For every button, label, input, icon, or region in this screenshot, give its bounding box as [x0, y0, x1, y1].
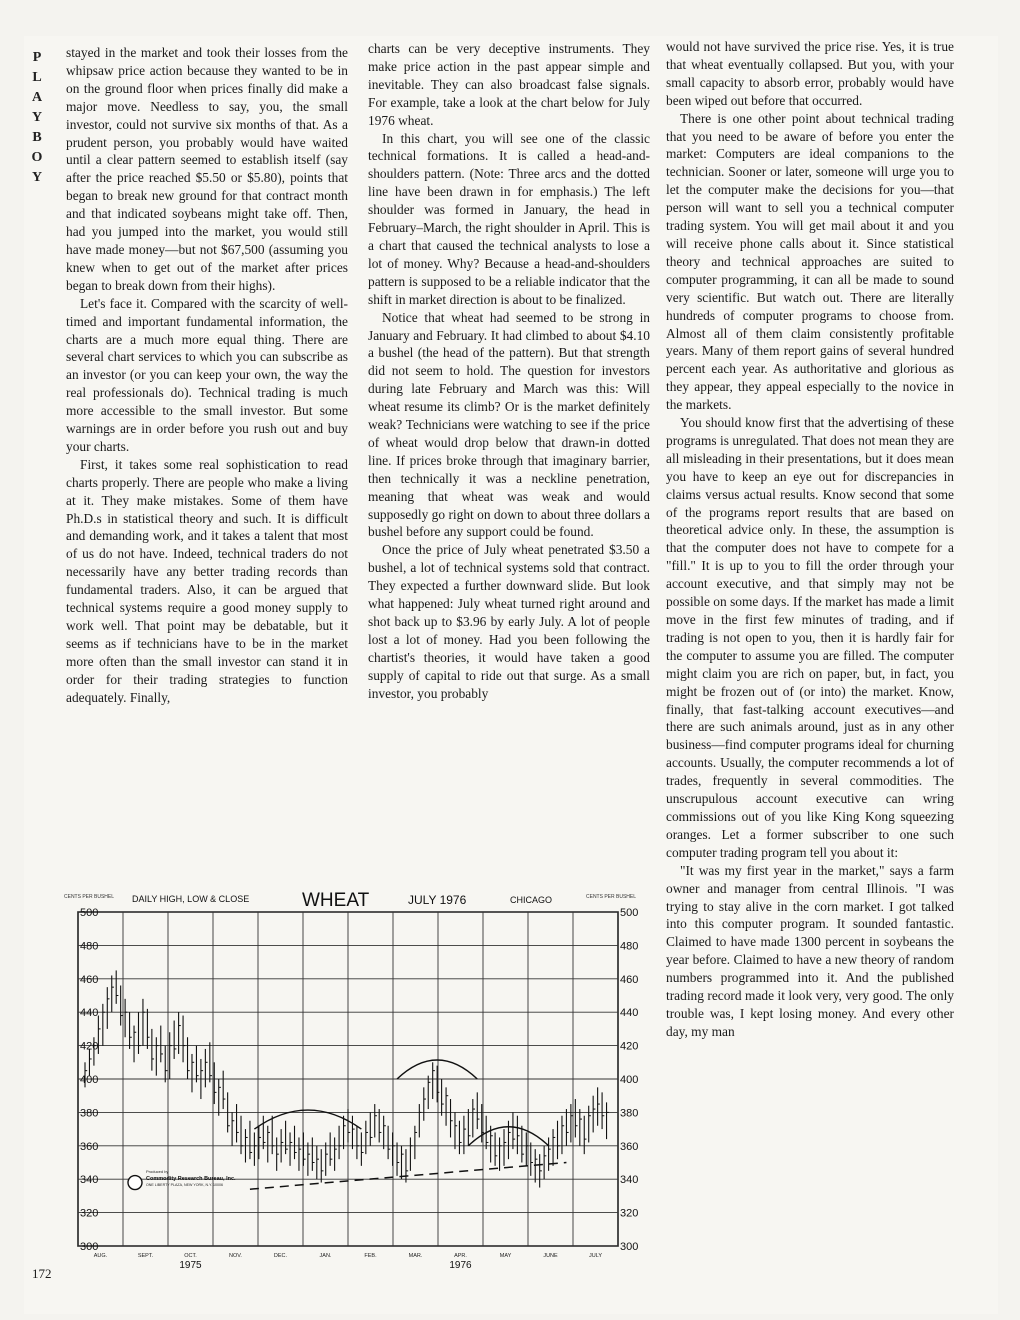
chart-header-right: CHICAGO	[510, 895, 553, 905]
running-head-letter: A	[31, 90, 43, 105]
text-column-1	[66, 44, 348, 707]
chart-subtitle: JULY 1976	[408, 893, 467, 907]
month-label: JUNE	[543, 1253, 558, 1259]
month-label: AUG.	[93, 1253, 108, 1259]
running-head-letter: P	[32, 50, 42, 65]
y-tick-label-left: 300	[80, 1241, 99, 1253]
y-tick-label-right: 480	[620, 940, 639, 953]
month-label: DEC.	[273, 1253, 288, 1259]
y-tick-label-right: 400	[620, 1074, 639, 1086]
running-head-letter: Y	[31, 110, 43, 125]
month-label: JULY	[588, 1253, 603, 1259]
crb-logo-icon	[128, 1176, 142, 1190]
ylabel-left: CENTS PER BUSHEL	[64, 894, 115, 900]
chart-title: WHEAT	[302, 890, 370, 911]
y-tick-label-right: 420	[620, 1040, 639, 1053]
y-tick-label-right: 460	[620, 973, 639, 986]
paragraph: "It was my first year in the market," says a farm owner and manager from central Illinois. "I was trying to stay alive in the corn market. I got talked into this computer program. It sounded fantastic. Claimed to have made 1300 percent in soybeans the year before. Claimed to have a new theory of random numbers programmed into it. And the published trading record made it look very, very good. The only trouble was, I kept losing money. And every other day, my man	[666, 862, 954, 1039]
running-head-letter: Y	[31, 170, 43, 185]
month-label: APR.	[454, 1253, 467, 1259]
y-tick-label-right: 380	[620, 1107, 639, 1120]
y-tick-label-right: 440	[620, 1007, 639, 1020]
y-tick-label-left: 380	[80, 1107, 99, 1120]
paragraph: Let's face it. Compared with the scarcity of well-timed and important fundamental information, the charts are a much more equal thing. There are several chart services to which you can subscribe as an investor (or you can keep your own, the way the real professionals do). Technical trading is much more accessible to the small investor. But some warnings are in order before you rush out and buy your charts.	[66, 295, 348, 454]
month-label: MAR.	[408, 1253, 423, 1259]
wheat-chart-svg	[58, 884, 658, 1284]
y-tick-label-right: 300	[620, 1241, 639, 1253]
month-label: MAY	[499, 1253, 512, 1259]
ylabel-right: CENTS PER BUSHEL	[586, 894, 637, 900]
running-head-letter: O	[31, 150, 43, 165]
month-label: FEB.	[364, 1253, 377, 1259]
chart-header-left: DAILY HIGH, LOW & CLOSE	[132, 894, 250, 904]
month-label: NOV.	[229, 1253, 242, 1259]
source-label: Commodity Research Bureau, Inc.	[146, 1176, 236, 1183]
paragraph: First, it takes some real sophistication to read charts properly. There are people who make a living at it. They make mistakes. Some of them have Ph.D.s in statistical theory and such. It is difficult and demanding work, and it takes a talent that most of us do not have. Indeed, technical traders do not necessarily have any better trading records than fundamental traders. Also, it can be argued that technical systems require a good money supply to work well. That point may be debatable, but it seems as if technicians have to be in the market more often than the small investor can stand it in order for their trading strategies to function adequately. Finally,	[66, 456, 348, 705]
paragraph: would not have survived the price rise. Yes, it is true that wheat eventually collapsed. But you, with your small capacity to absorb error, probably would have been wiped out before that occurred.	[666, 39, 954, 108]
year-label: 1975	[179, 1260, 202, 1271]
paragraph: You should know first that the advertising of these programs is unregulated. That does not mean they are all misleading in their presentations, but it does mean you have to keep an eye out for discrepancies in claims versus actual results. Know second that some of the programs report results that are based on theoretical advice only. In these, the assumption is that the computer does not have to compete for a "fill." It is up to you to fill the order through your account executive, and that simply may not be possible on some days. If the market has made a limit move in the first few minutes of trading, and if trading is not open to you, then it is hardly fair for the computer to assume you are filled. The computer might claim you are rich on paper, but, in fact, you might be frozen out of (or into) the market. Know, finally, that fast-talking account executives—and there are such animals around, just as in any other business—find computer programs ideal for churning accounts. Usually, the computer recommends a lot of trades, frequently in several commodities. The unscrupulous account executive can wring commissions out of you like King Kong squeezing oranges. Let a former subscriber to one such computer trading program tell you about it:	[666, 415, 954, 860]
paragraph: Notice that wheat had seemed to be strong in January and February. It had climbed to about $4.10 a bushel (the head of the pattern). But that strength did not seem to hold. The question for investors during late February and March was this: Will wheat resume its climb? Or is the market definitely weak? Technicians were watching to see if the price of wheat would drop below that drawn-in dotted line. If prices broke through that imaginary barrier, then technically it was a neckline penetration, meaning that wheat was weak and would supposedly go right on down to about three dollars a bushel before any support could be found.	[368, 309, 650, 540]
paragraph: stayed in the market and took their losses from the whipsaw price action because they wanted to be in on the ground floor when prices finally did make a major move. Needless to say, you, the small investor, could not survive six months of that. As a prudent person, you probably would have waited until a clear pattern seemed to establish itself (say after the price reached $5.50 or $5.80), points that began to break new ground for that contract month and that indicated soybeans might take off. Then, had you jumped into the market, you would still have made money—but not $67,500 (assuming you knew when to get out of the market after prices began to break down from their highs).	[66, 45, 348, 293]
y-tick-label-left: 460	[80, 973, 99, 986]
running-head-letter: B	[32, 130, 42, 145]
paragraph: charts can be very deceptive instruments. They make price action in the past appear simple and inevitable. They can also broadcast false signals. For example, take a look at the chart below for July 1976 wheat.	[368, 41, 650, 128]
y-tick-label-right: 500	[620, 907, 639, 919]
wheat-chart	[58, 884, 658, 1284]
source-address: ONE LIBERTY PLAZA, NEW YORK, N.Y. 10006	[146, 1183, 224, 1188]
running-head	[30, 48, 44, 188]
y-tick-label-right: 360	[620, 1140, 639, 1153]
y-tick-label-left: 420	[80, 1040, 99, 1053]
y-tick-label-right: 320	[620, 1207, 639, 1220]
y-tick-label-right: 340	[620, 1174, 639, 1187]
month-label: JAN.	[319, 1253, 332, 1259]
source-prefix: Produced by	[146, 1169, 169, 1175]
text-column-3	[666, 38, 954, 1041]
month-label: OCT.	[184, 1253, 197, 1259]
running-head-letter: L	[32, 70, 42, 85]
paragraph: In this chart, you will see one of the classic technical formations. It is called a head-and-shoulders pattern. (Note: Three arcs and the dotted line have been drawn in for emphasis.) The left shoulder was formed in January, the head in February–March, the right shoulder in April. This is a chart that caused the technical analysts to lose a lot of money. Why? Because a head-and-shoulders pattern is supposed to be a reliable indicator that the shift in market direction is about to be finalized.	[368, 130, 650, 307]
y-tick-label-left: 340	[80, 1174, 99, 1187]
year-label: 1976	[449, 1260, 472, 1271]
page-number: 172	[32, 1266, 52, 1281]
paragraph: Once the price of July wheat penetrated $3.50 a bushel, a lot of technical systems sold that contract. They expected a further downward slide. But look what happened: July wheat turned right around and shot back up to $3.96 by early July. A lot of people lost a lot of money. Had you been following the chartist's theories, it would have taken a good supply of capital to ride out that surge. As a small investor, you probably	[368, 542, 650, 701]
y-tick-label-left: 400	[80, 1074, 99, 1086]
y-tick-label-left: 360	[80, 1140, 99, 1153]
y-tick-label-left: 480	[80, 940, 99, 953]
chart-background	[58, 884, 658, 1284]
y-tick-label-left: 440	[80, 1007, 99, 1020]
month-label: SEPT.	[137, 1253, 154, 1259]
paragraph: There is one other point about technical trading that you need to be aware of before you enter the market: Computers are ideal companions to the technician. Sooner or later, someone will urge you to let the computer make the decisions for you—that person will want to sell you a technical computer trading system. You will get mail about it and you will receive phone calls about it. Since statistical theory and technical approaches are suited to computer programming, it can all be made to sound very scientific. But watch out. There are literally hundreds of computer programs to choose from. Almost all of them claim consistently profitable years. Many of them report gains of several hundred percent each year. As authoritative and glorious as they appear, they appeal especially to the novice in the markets.	[666, 110, 954, 413]
text-column-2	[368, 40, 650, 703]
y-tick-label-left: 320	[80, 1207, 99, 1220]
y-tick-label-left: 500	[80, 907, 99, 919]
